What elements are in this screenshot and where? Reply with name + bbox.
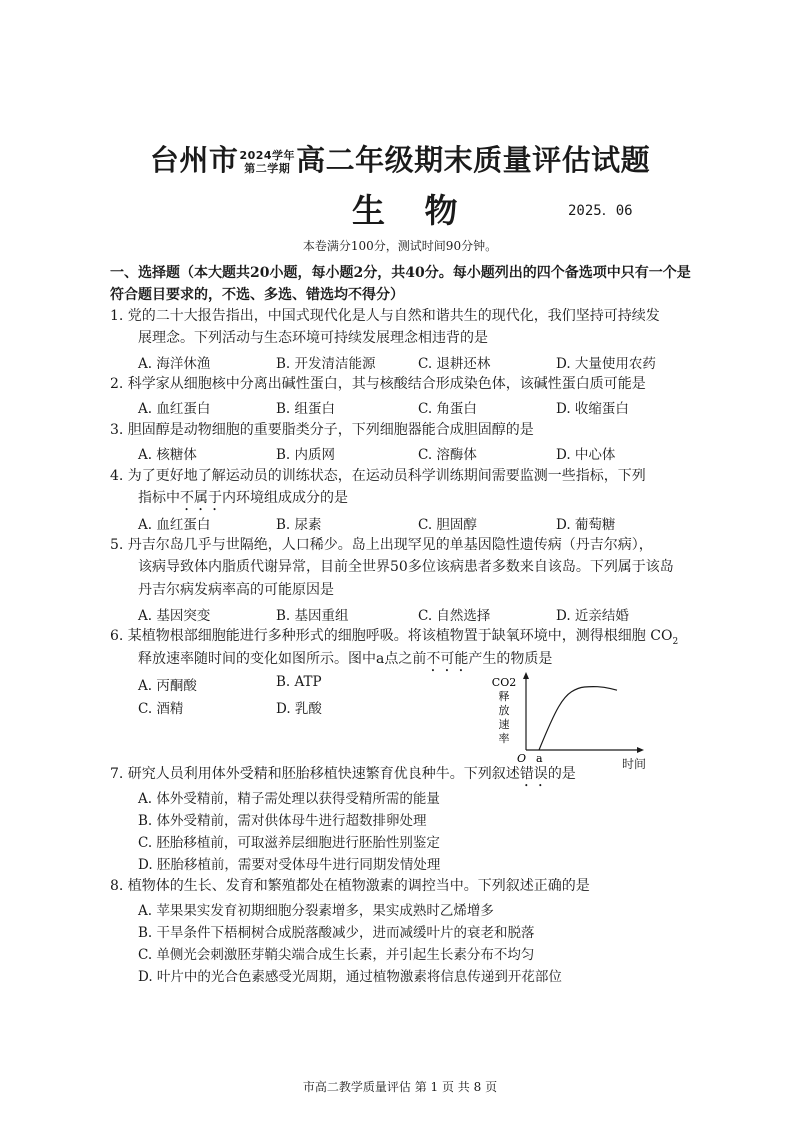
q5-option-c: C. 自然选择 — [418, 608, 491, 624]
q4-option-d: D. 葡萄糖 — [556, 517, 616, 533]
title-main: 高二年级期末质量评估试题 — [296, 143, 651, 177]
q8-option-b: B. 干旱条件下梧桐树合成脱落酸减少，进而减缓叶片的衰老和脱落 — [138, 925, 535, 941]
q6-stem-post: 产生的物质是 — [468, 651, 553, 667]
q6-option-c: C. 酒精 — [138, 701, 184, 717]
q4-stem-post: 内环境组成成分的是 — [222, 490, 348, 506]
y-axis-arrow — [523, 672, 529, 679]
q8-option-d: D. 叶片中的光合色素感受光周期，通过植物激素将信息传递到开花部位 — [138, 969, 562, 985]
q1-option-a: A. 海洋休渔 — [138, 356, 211, 372]
co2-release-curve — [539, 687, 617, 750]
q6-stem-pre: 释放速率随时间的变化如图所示。图中a点之前 — [138, 651, 427, 667]
q1-stem-line1: 1. 党的二十大报告指出，中国式现代化是人与自然和谐共生的现代化，我们坚持可持续发 — [110, 308, 660, 324]
q6-co2-subscript: 2 — [672, 636, 679, 647]
q5-stem-line2: 该病导致体内脂质代谢异常，目前全世界50多位该病患者多数来自该岛。下列属于该岛 — [138, 559, 674, 575]
term-semester: 第二学期 — [244, 162, 291, 175]
q7-stem-post: 的是 — [547, 766, 576, 782]
q3-option-b: B. 内质网 — [276, 447, 336, 463]
q3-option-c: C. 溶酶体 — [418, 447, 477, 463]
q5-stem-line3: 丹吉尔病发病率高的可能原因是 — [138, 582, 334, 598]
origin-label: O — [517, 752, 527, 765]
q3-stem-line1: 3. 胆固醇是动物细胞的重要脂类分子，下列细胞器能合成胆固醇的是 — [110, 422, 534, 438]
q7-option-c: C. 胚胎移植前，可取滋养层细胞进行胚胎性别鉴定 — [138, 835, 440, 851]
q1-option-d: D. 大量使用农药 — [556, 356, 656, 372]
q4-stem-line1: 4. 为了更好地了解运动员的训练状态，在运动员科学训练期间需要监测一些指标，下列 — [110, 468, 646, 484]
q2-option-b: B. 组蛋白 — [276, 401, 336, 417]
q8-stem-line1: 8. 植物体的生长、发育和繁殖都处在植物激素的调控当中。下列叙述正确的是 — [110, 878, 590, 894]
q7-stem-pre: 7. 研究人员利用体外受精和胚胎移植快速繁育优良种牛。下列叙述 — [110, 766, 520, 782]
point-a-label: a — [536, 752, 543, 765]
q6-option-b: B. ATP — [276, 674, 322, 690]
q1-stem-line2: 展理念。下列活动与生态环境可持续发展理念相违背的是 — [138, 330, 488, 346]
school-term — [239, 149, 295, 175]
q5-option-a: A. 基因突变 — [138, 608, 211, 624]
section-heading: 一、选择题（本大题共20小题，每小题2分，共40分。每小题列出的四个备选项中只有一个是符合题目要求的，不选、多选、错选均不得分） — [110, 265, 691, 303]
x-axis-arrow — [637, 747, 644, 753]
q5-option-d: D. 近亲结婚 — [556, 608, 629, 624]
q7-option-d: D. 胚胎移植前，需要对受体母牛进行同期发情处理 — [138, 857, 441, 873]
q2-option-c: C. 角蛋白 — [418, 401, 477, 417]
x-axis-label: 时间 — [622, 757, 647, 771]
q6-stem-line1 — [110, 626, 678, 652]
q6-stem-text: 6. 某植物根部细胞能进行多种形式的细胞呼吸。将该植物置于缺氧环境中，测得根细胞 CO — [110, 628, 673, 644]
q6-emphasis: 不可能 — [426, 651, 469, 667]
q4-emphasis: 不属于 — [180, 490, 222, 506]
exam-date: 2025．06 — [568, 203, 633, 219]
q8-option-c: C. 单侧光会刺激胚芽鞘尖端合成生长素，并引起生长素分布不均匀 — [138, 947, 535, 963]
q3-option-a: A. 核糖体 — [138, 447, 197, 463]
q6-option-d: D. 乳酸 — [276, 701, 322, 717]
y-axis-label — [492, 676, 516, 745]
q2-option-d: D. 收缩蛋白 — [556, 401, 629, 417]
q1-option-b: B. 开发清洁能源 — [276, 356, 376, 372]
q2-option-a: A. 血红蛋白 — [138, 401, 211, 417]
q7-option-b: B. 体外受精前，需对供体母牛进行超数排卵处理 — [138, 813, 427, 829]
q1-option-c: C. 退耕还林 — [418, 356, 491, 372]
q4-stem-line2 — [138, 488, 348, 514]
q6-option-a: A. 丙酮酸 — [138, 678, 197, 694]
q4-option-c: C. 胆固醇 — [418, 517, 477, 533]
page-title — [0, 138, 800, 179]
page-footer: 市高二教学质量评估 第 1 页 共 8 页 — [302, 1080, 498, 1094]
q3-option-d: D. 中心体 — [556, 447, 616, 463]
q2-stem-line1: 2. 科学家从细胞核中分离出碱性蛋白，其与核酸结合形成染色体，该碱性蛋白质可能是 — [110, 376, 646, 392]
q4-option-b: B. 尿素 — [276, 517, 322, 533]
q7-emphasis: 错误 — [519, 766, 548, 782]
q8-option-a: A. 苹果果实发育初期细胞分裂素增多，果实成熟时乙烯增多 — [138, 903, 494, 919]
q7-option-a: A. 体外受精前，精子需处理以获得受精所需的能量 — [138, 791, 440, 807]
q4-stem-pre: 指标中 — [138, 490, 180, 506]
subject-title: 生 物 — [352, 191, 472, 230]
q5-stem-line1: 5. 丹吉尔岛几乎与世隔绝，人口稀少。岛上出现罕见的单基因隐性遗传病（丹吉尔病）， — [110, 537, 653, 553]
q5-option-b: B. 基因重组 — [276, 608, 349, 624]
title-city: 台州市 — [149, 143, 239, 177]
y-axis-label-text: CO2 释放速率 — [491, 676, 517, 745]
term-year: 2024学年 — [239, 149, 296, 162]
exam-note: 本卷满分100分，测试时间90分钟。 — [302, 239, 498, 253]
q4-option-a: A. 血红蛋白 — [138, 517, 211, 533]
